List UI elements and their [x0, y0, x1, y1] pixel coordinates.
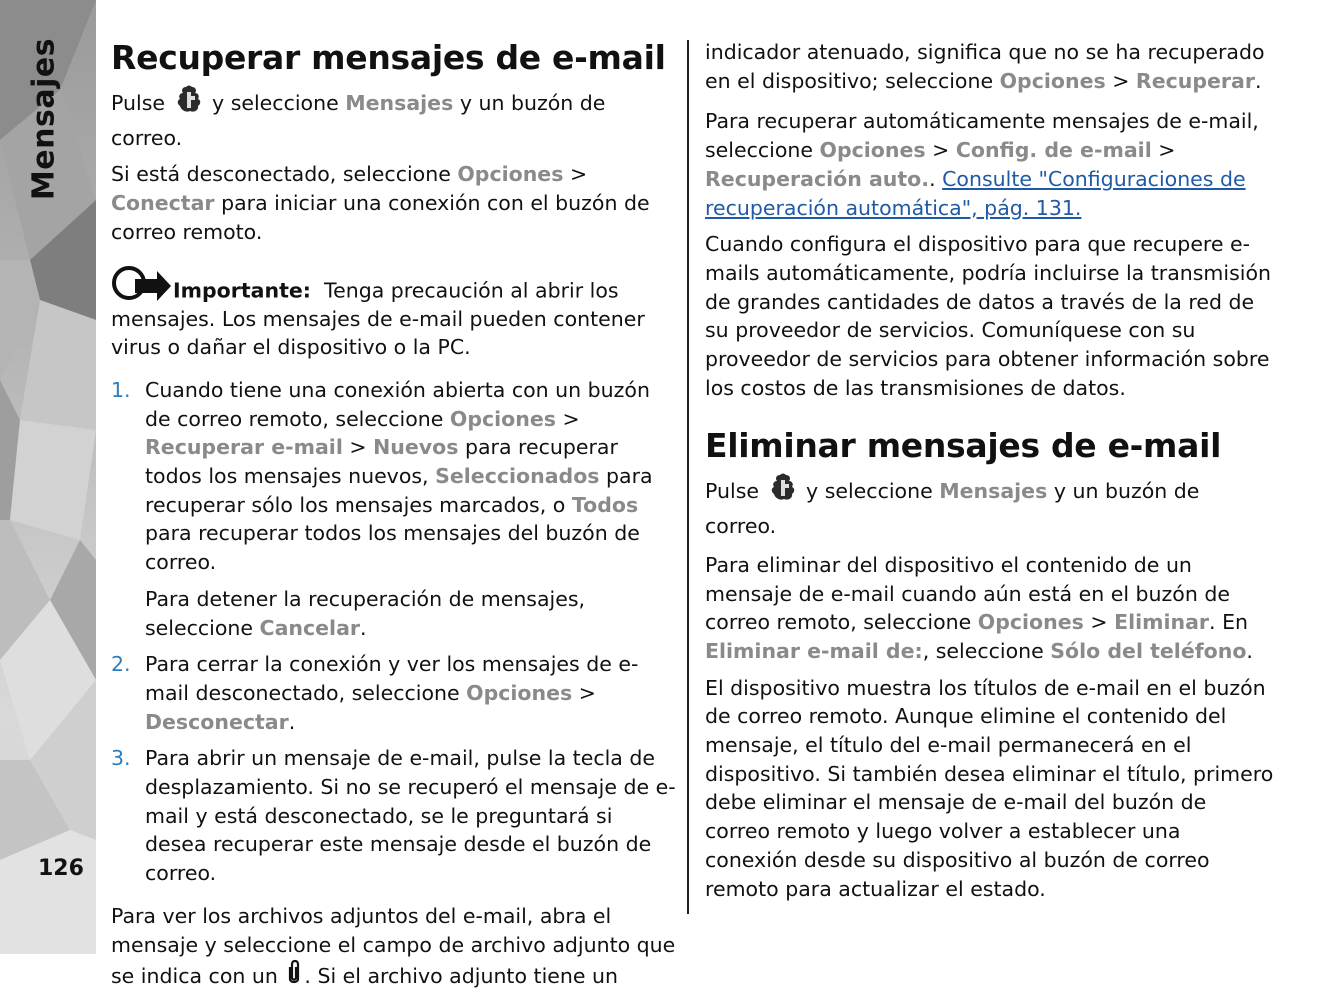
menu-seleccionados: Seleccionados	[435, 464, 600, 489]
menu-conectar: Conectar	[111, 191, 215, 216]
text: , seleccione	[922, 638, 1044, 663]
left-column	[111, 38, 679, 995]
text: y un buzón de correo.	[705, 479, 1200, 539]
text: para recuperar todos los mensajes nuevos,	[145, 435, 618, 489]
section-title-text: Mensajes	[26, 37, 62, 201]
menu-eliminar-email-de: Eliminar e-mail de:	[705, 638, 923, 663]
text: . En	[1209, 610, 1249, 635]
menu-cancelar: Cancelar	[259, 615, 361, 640]
menu-recuperacion-auto: Recuperación auto.	[705, 166, 930, 191]
important-text: Tenga precaución al abrir los mensajes. Los mensajes de e-mail pueden contener virus o dañar el dispositivo o la PC.	[111, 277, 645, 360]
list-item: 1. Cuando tiene una conexión abierta con un buzón de correo remoto, seleccione Opciones > Recuperar e-mail > Nuevos para recuperar todos los mensajes nuevos, Seleccionados para recuperar sólo los mensajes marcados, o Todos para recuperar todos los mensajes del buzón de correo. Para detener la recuperación de mensajes, seleccione Cancelar.	[111, 376, 679, 642]
menu-recuperar-email: Recuperar e-mail	[145, 435, 343, 460]
paragraph-eliminar: Para eliminar del dispositivo el contenido de un mensaje de e-mail cuando aún está en el buzón de correo remoto, seleccione Opciones > Eliminar. En Eliminar e-mail de:, seleccione Sólo del teléfono.	[705, 552, 1253, 663]
heading-eliminar: Eliminar mensajes de e-mail	[705, 426, 1222, 466]
important-note	[111, 261, 679, 362]
menu-solo-telefono: Sólo del teléfono	[1050, 638, 1247, 663]
menu-config-email: Config. de e-mail	[955, 138, 1152, 163]
text: Para cerrar la conexión y ver los mensajes de e-mail desconectado, seleccione	[145, 652, 639, 705]
step-number: 2.	[111, 652, 131, 677]
text: Pulse	[111, 90, 165, 115]
text: Si está desconectado, seleccione	[111, 162, 451, 187]
separator: >	[563, 162, 588, 187]
text: para recuperar todos los mensajes del buzón de correo.	[145, 521, 640, 575]
paragraph-pulse-2	[705, 472, 1275, 540]
menu-opciones: Opciones	[999, 68, 1106, 93]
paragraph-indicador: indicador atenuado, significa que no se ha recuperado en el dispositivo; seleccione Opciones > Recuperar.	[705, 40, 1265, 93]
sub-paragraph: Para detener la recuperación de mensajes, seleccione Cancelar.	[145, 586, 586, 640]
important-label: Importante:	[173, 277, 311, 302]
column-divider	[687, 40, 689, 914]
step-number: 1.	[111, 377, 131, 402]
text: y seleccione	[212, 90, 339, 115]
paragraph-adjuntos	[111, 902, 679, 995]
text: Para ver los archivos adjuntos del e-mail, abra el mensaje y seleccione el campo de archivo adjunto que se indica con un	[111, 903, 676, 989]
step-number: 3.	[111, 746, 131, 771]
paragraph-pulse	[111, 84, 679, 152]
menu-desconectar: Desconectar	[145, 709, 289, 734]
list-item: 2. Para cerrar la conexión y ver los mensajes de e-mail desconectado, seleccione Opciones > Desconectar.	[111, 652, 639, 734]
menu-mensajes: Mensajes	[939, 479, 1048, 504]
text: indicador atenuado, significa que no se ha recuperado en el dispositivo; seleccione	[705, 40, 1265, 93]
paragraph-titulos: El dispositivo muestra los títulos de e-mail en el buzón de correo remoto. Aunque elimine el contenido del mensaje, el título del e-mail permanecerá en el dispositivo. Si también desea eliminar el título, primero debe eliminar el mensaje de e-mail del buzón de correo remoto y luego volver a establecer una conexión desde su dispositivo al buzón de correo remoto para actualizar el estado.	[705, 675, 1274, 901]
menu-opciones: Opciones	[449, 406, 556, 431]
menu-opciones: Opciones	[819, 138, 926, 163]
heading-recuperar: Recuperar mensajes de e-mail	[111, 38, 666, 77]
text: . Si el archivo adjunto tiene un	[304, 964, 618, 989]
steps-list	[111, 376, 679, 888]
text: para recuperar sólo los mensajes marcados, o	[145, 464, 653, 517]
text: y seleccione	[806, 479, 933, 504]
menu-nuevos: Nuevos	[373, 435, 459, 460]
paragraph-costos: Cuando configura el dispositivo para que recupere e-mails automáticamente, podría incluirse la transmisión de grandes cantidades de datos a través de la red de su proveedor de servicios. Comuníquese con su proveedor de servicios para obtener información sobre los costos de las transmisiones de datos.	[705, 232, 1272, 400]
paperclip-icon	[284, 959, 304, 995]
menu-recuperar: Recuperar	[1135, 68, 1255, 93]
section-title	[14, 37, 74, 201]
text: Para abrir un mensaje de e-mail, pulse la tecla de desplazamiento. Si no se recuperó el mensaje de e-mail y está desconectado, se le preguntará si desea recuperar este mensaje desde el buzón de correo.	[145, 746, 676, 886]
menu-mensajes: Mensajes	[345, 90, 454, 115]
menu-eliminar: Eliminar	[1114, 610, 1210, 635]
paragraph-auto: Para recuperar automáticamente mensajes de e-mail, seleccione Opciones > Config. de e-mail > Recuperación auto.. Consulte "Configuraciones de recuperación automática", pág. 131.	[705, 109, 1259, 220]
right-column	[705, 38, 1275, 903]
menu-opciones: Opciones	[977, 610, 1084, 635]
text: Para eliminar del dispositivo el contenido de un mensaje de e-mail cuando aún está en el buzón de correo remoto, seleccione	[705, 552, 1230, 635]
menu-opciones: Opciones	[466, 680, 573, 705]
menu-opciones: Opciones	[457, 162, 564, 187]
text: Cuando tiene una conexión abierta con un buzón de correo remoto, seleccione	[145, 377, 650, 431]
page-number: 126	[38, 856, 84, 881]
menu-key-icon	[172, 84, 206, 124]
text: Pulse	[705, 479, 759, 504]
menu-todos: Todos	[571, 492, 639, 517]
text: para iniciar una conexión con el buzón de correo remoto.	[111, 191, 650, 244]
cross-reference-link[interactable]: Consulte "Configuraciones de recuperación automática", pág. 131.	[705, 166, 1246, 220]
list-item	[111, 744, 679, 888]
menu-key-icon	[766, 472, 800, 512]
warning-icon	[111, 261, 173, 305]
text: y un buzón de correo.	[111, 90, 606, 150]
paragraph-conectar	[111, 160, 679, 246]
sidebar-band	[0, 0, 96, 954]
text: Para recuperar automáticamente mensajes de e-mail, seleccione	[705, 109, 1259, 163]
text: Para detener la recuperación de mensajes, seleccione	[145, 586, 586, 640]
